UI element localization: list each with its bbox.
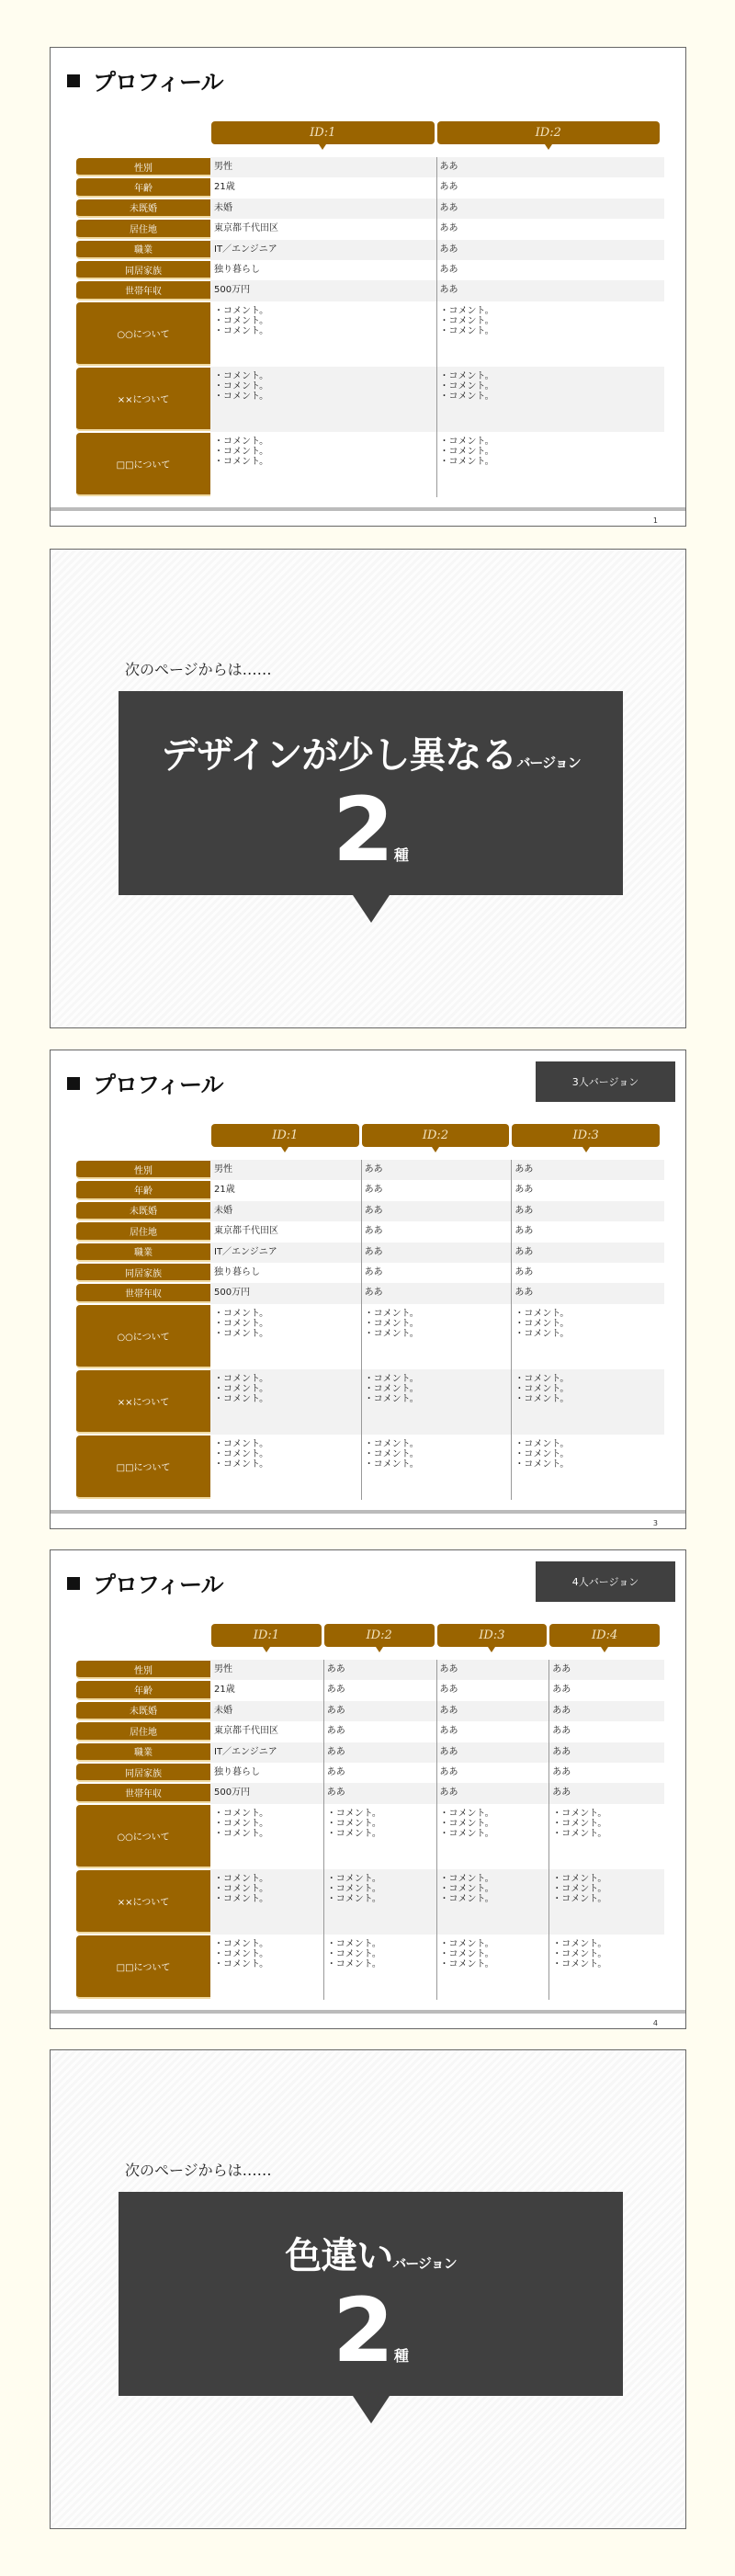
table-cell [511, 1369, 662, 1409]
table-cell: ああ [364, 1205, 383, 1216]
row-label: 年齢 [76, 1681, 210, 1699]
table-cell: ああ [439, 244, 458, 255]
comment-line: ・コメント。 [214, 1938, 269, 1949]
page-number: 4 [652, 2019, 658, 2027]
comment-line: ・コメント。 [214, 1818, 269, 1829]
table-row [76, 1721, 664, 1742]
page-title [67, 1067, 223, 1100]
comment-line: ・コメント。 [514, 1328, 570, 1339]
comment-line: ・コメント。 [214, 1828, 269, 1839]
table-cell [210, 1435, 361, 1474]
table-cell: ああ [364, 1164, 383, 1175]
table-row [76, 1160, 664, 1180]
table-row [76, 1243, 664, 1263]
table-cell [210, 367, 436, 406]
table-cell [548, 1935, 662, 1974]
table-cell: ああ [552, 1767, 571, 1777]
table-cell: ああ [514, 1267, 534, 1277]
table-cell: 21歳 [214, 1185, 235, 1196]
table-cell: ああ [439, 1767, 458, 1777]
table-cell [548, 1869, 662, 1909]
table-cell: ああ [552, 1685, 571, 1696]
row-label: 年齢 [76, 1181, 210, 1199]
table-row [76, 177, 664, 198]
table-cell [511, 1304, 662, 1344]
table-row [76, 199, 664, 219]
table-cell: ああ [326, 1726, 345, 1737]
table-cell: ああ [326, 1705, 345, 1716]
comment-line: ・コメント。 [439, 1948, 494, 1959]
column-divider [323, 1660, 324, 2000]
table-cell [436, 1935, 549, 1974]
comment-line: ・コメント。 [364, 1448, 419, 1459]
table-cell: 東京都千代田区 [214, 223, 278, 234]
square-bullet-icon [67, 74, 80, 87]
table-cell: ああ [439, 162, 458, 172]
table-cell: ああ [439, 1787, 458, 1799]
comment-line: ・コメント。 [552, 1958, 607, 1969]
row-label: ○○について [76, 1305, 210, 1368]
comment-line: ・コメント。 [439, 315, 494, 326]
table-cell: IT／エンジニア [214, 244, 277, 255]
table-cell: ああ [439, 202, 458, 213]
comment-line: ・コメント。 [364, 1308, 419, 1319]
table-row [76, 1180, 664, 1200]
comment-line: ・コメント。 [326, 1938, 381, 1949]
comment-line: ・コメント。 [214, 1373, 269, 1384]
footer-bar [51, 507, 685, 511]
table-cell: ああ [364, 1288, 383, 1299]
row-label: □□について [76, 433, 210, 496]
comment-line: ・コメント。 [214, 446, 269, 457]
row-label: 職業 [76, 241, 210, 259]
row-label: 性別 [76, 158, 210, 176]
headline-main: デザインが少し異なる [161, 734, 517, 777]
footer-bar [51, 1510, 685, 1514]
comment-line: ・コメント。 [514, 1383, 570, 1394]
comment-line: ・コメント。 [214, 315, 269, 326]
table-cell: ああ [439, 223, 458, 234]
callout-count [119, 2279, 623, 2402]
table-row [76, 1935, 664, 2000]
table-cell: ああ [552, 1746, 571, 1757]
row-label: ○○について [76, 1805, 210, 1868]
comment-line: ・コメント。 [214, 1328, 269, 1339]
comment-line: ・コメント。 [552, 1873, 607, 1884]
comment-line: ・コメント。 [439, 436, 494, 447]
table-row [76, 1201, 664, 1221]
table-cell [210, 301, 436, 341]
comment-line: ・コメント。 [214, 370, 269, 381]
square-bullet-icon [67, 1077, 80, 1090]
row-label: 未既婚 [76, 199, 210, 218]
comment-line: ・コメント。 [326, 1818, 381, 1829]
column-divider [511, 1160, 512, 1500]
comment-line: ・コメント。 [552, 1808, 607, 1819]
page-number: 3 [652, 1519, 658, 1527]
table-row [76, 301, 664, 367]
table-cell [210, 432, 436, 471]
table-row [76, 1283, 664, 1303]
table-row [76, 1304, 664, 1369]
comment-line: ・コメント。 [214, 391, 269, 402]
comment-line: ・コメント。 [439, 1873, 494, 1884]
comment-line: ・コメント。 [439, 305, 494, 316]
table-row [76, 1869, 664, 1935]
table-cell [511, 1435, 662, 1474]
comment-line: ・コメント。 [439, 1958, 494, 1969]
table-cell: 独り暮らし [214, 265, 260, 275]
row-label: 同居家族 [76, 261, 210, 279]
lead-text: 次のページからは…… [125, 661, 272, 678]
comment-line: ・コメント。 [552, 1948, 607, 1959]
count-unit: 種 [393, 2347, 409, 2365]
id-header: ID:3 [512, 1124, 660, 1147]
table-cell: ああ [514, 1164, 534, 1175]
comment-line: ・コメント。 [214, 1318, 269, 1329]
table-cell: 500万円 [214, 285, 251, 296]
callout-headline [119, 2227, 623, 2279]
headline-main: 色違い [285, 2235, 393, 2277]
comment-line: ・コメント。 [326, 1828, 381, 1839]
table-cell: ああ [326, 1767, 345, 1777]
comment-line: ・コメント。 [552, 1883, 607, 1894]
comment-line: ・コメント。 [514, 1308, 570, 1319]
table-row [76, 157, 664, 177]
table-cell: ああ [514, 1205, 534, 1216]
table-cell [210, 1869, 323, 1909]
table-row [76, 1680, 664, 1700]
comment-line: ・コメント。 [214, 1393, 269, 1404]
comment-line: ・コメント。 [514, 1318, 570, 1329]
title-text: プロフィール [93, 69, 223, 96]
row-label: 居住地 [76, 220, 210, 238]
comment-line: ・コメント。 [214, 305, 269, 316]
comment-line: ・コメント。 [439, 1883, 494, 1894]
table-cell: 21歳 [214, 182, 235, 193]
row-label: 未既婚 [76, 1702, 210, 1720]
page-title [67, 1567, 223, 1600]
table-row [76, 260, 664, 280]
table-cell: ああ [552, 1726, 571, 1737]
table-cell: ああ [439, 1705, 458, 1716]
comment-line: ・コメント。 [214, 1958, 269, 1969]
table-cell [323, 1869, 436, 1909]
table-row [76, 1783, 664, 1803]
comment-line: ・コメント。 [439, 1828, 494, 1839]
table-cell: 男性 [214, 1664, 232, 1674]
table-cell: ああ [439, 1685, 458, 1696]
row-label: 世帯年収 [76, 1284, 210, 1302]
table-cell: ああ [439, 285, 458, 296]
row-label: ××について [76, 368, 210, 431]
row-label: 未既婚 [76, 1202, 210, 1220]
comment-line: ・コメント。 [439, 370, 494, 381]
comment-line: ・コメント。 [214, 1893, 269, 1904]
table-cell [323, 1804, 436, 1844]
table-row [76, 1221, 664, 1242]
comment-line: ・コメント。 [214, 380, 269, 392]
comment-line: ・コメント。 [552, 1828, 607, 1839]
comment-line: ・コメント。 [364, 1318, 419, 1329]
table-cell: ああ [514, 1226, 534, 1237]
comment-line: ・コメント。 [514, 1448, 570, 1459]
version-badge: 4人バージョン [536, 1561, 675, 1602]
comment-line: ・コメント。 [214, 1438, 269, 1449]
table-row [76, 367, 664, 432]
lead-text: 次のページからは…… [125, 2162, 272, 2179]
comment-line: ・コメント。 [364, 1328, 419, 1339]
comment-line: ・コメント。 [214, 1383, 269, 1394]
comment-line: ・コメント。 [214, 1448, 269, 1459]
table-cell [436, 432, 662, 471]
table-row [76, 1701, 664, 1721]
comment-line: ・コメント。 [439, 325, 494, 336]
comment-line: ・コメント。 [439, 1938, 494, 1949]
id-header: ID:4 [549, 1624, 660, 1647]
comment-line: ・コメント。 [364, 1458, 419, 1470]
page-number: 1 [652, 516, 658, 525]
callout-box [119, 2192, 623, 2396]
table-cell: ああ [552, 1705, 571, 1716]
table-cell [361, 1369, 512, 1409]
comment-line: ・コメント。 [214, 1808, 269, 1819]
table-row [76, 432, 664, 497]
row-label: ××について [76, 1370, 210, 1434]
comment-line: ・コメント。 [214, 1883, 269, 1894]
table-cell: ああ [514, 1288, 534, 1299]
headline-suffix: バージョン [392, 2255, 457, 2272]
id-header: ID:1 [211, 121, 435, 144]
headline-suffix: バージョン [516, 755, 581, 771]
comment-line: ・コメント。 [326, 1808, 381, 1819]
callout-box [119, 691, 623, 895]
row-label: 性別 [76, 1661, 210, 1679]
comment-line: ・コメント。 [214, 1458, 269, 1470]
comment-line: ・コメント。 [439, 456, 494, 467]
comment-line: ・コメント。 [514, 1458, 570, 1470]
row-label: 年齢 [76, 178, 210, 197]
square-bullet-icon [67, 1577, 80, 1590]
comment-line: ・コメント。 [514, 1393, 570, 1404]
count-unit: 種 [393, 846, 409, 864]
slide-5 [50, 2049, 686, 2529]
table-cell: ああ [364, 1267, 383, 1277]
comment-line: ・コメント。 [214, 436, 269, 447]
callout-headline [119, 726, 623, 778]
table-cell [361, 1435, 512, 1474]
column-divider [436, 1660, 437, 2000]
id-header: ID:2 [437, 121, 661, 144]
count-number: 2 [333, 778, 394, 881]
table-cell: 21歳 [214, 1685, 235, 1696]
row-label: 居住地 [76, 1722, 210, 1741]
table-cell: 東京都千代田区 [214, 1226, 278, 1237]
comment-line: ・コメント。 [439, 1893, 494, 1904]
callout-count [119, 778, 623, 902]
comment-line: ・コメント。 [214, 456, 269, 467]
table-cell [210, 1935, 323, 1974]
table-cell: ああ [439, 1664, 458, 1674]
table-cell: ああ [364, 1185, 383, 1196]
table-cell [210, 1804, 323, 1844]
comment-line: ・コメント。 [326, 1958, 381, 1969]
footer-bar [51, 2010, 685, 2014]
id-header: ID:2 [362, 1124, 510, 1147]
table-cell [210, 1369, 361, 1409]
table-cell: ああ [552, 1664, 571, 1674]
table-row [76, 1660, 664, 1680]
table-row [76, 1804, 664, 1869]
title-text: プロフィール [93, 1572, 223, 1598]
row-label: ××について [76, 1870, 210, 1934]
table-row [76, 1763, 664, 1783]
table-row [76, 280, 664, 301]
table-row [76, 1742, 664, 1763]
comment-line: ・コメント。 [552, 1818, 607, 1829]
table-row [76, 240, 664, 260]
comment-line: ・コメント。 [439, 1808, 494, 1819]
comment-line: ・コメント。 [552, 1938, 607, 1949]
table-cell: 独り暮らし [214, 1767, 260, 1777]
comment-line: ・コメント。 [364, 1383, 419, 1394]
comment-line: ・コメント。 [439, 1818, 494, 1829]
row-label: 同居家族 [76, 1264, 210, 1282]
row-label: □□について [76, 1436, 210, 1499]
comment-line: ・コメント。 [364, 1373, 419, 1384]
table-cell: ああ [439, 265, 458, 275]
id-header: ID:2 [324, 1624, 435, 1647]
table-cell: ああ [439, 1726, 458, 1737]
slide-4 [50, 1549, 686, 2029]
column-divider [361, 1160, 362, 1500]
comment-line: ・コメント。 [214, 1948, 269, 1959]
comment-line: ・コメント。 [214, 1873, 269, 1884]
table-cell: ああ [326, 1746, 345, 1757]
table-cell [436, 367, 662, 406]
row-label: 居住地 [76, 1222, 210, 1241]
comment-line: ・コメント。 [326, 1948, 381, 1959]
row-label: ○○について [76, 302, 210, 366]
slide-3 [50, 1050, 686, 1529]
table-cell: 未婚 [214, 1205, 232, 1216]
table-cell: 未婚 [214, 1705, 232, 1716]
table-cell: ああ [364, 1226, 383, 1237]
table-row [76, 1435, 664, 1500]
table-cell: ああ [552, 1787, 571, 1799]
row-label: 職業 [76, 1743, 210, 1762]
table-cell: 独り暮らし [214, 1267, 260, 1277]
comment-line: ・コメント。 [326, 1893, 381, 1904]
table-cell: 500万円 [214, 1787, 251, 1799]
comment-line: ・コメント。 [439, 380, 494, 392]
comment-line: ・コメント。 [514, 1438, 570, 1449]
slide-1 [50, 47, 686, 527]
row-label: 職業 [76, 1243, 210, 1262]
id-header: ID:3 [437, 1624, 548, 1647]
table-cell: 男性 [214, 162, 232, 172]
table-cell: 未婚 [214, 202, 232, 213]
comment-line: ・コメント。 [364, 1393, 419, 1404]
table-cell: ああ [326, 1787, 345, 1799]
table-cell [436, 1804, 549, 1844]
comment-line: ・コメント。 [364, 1438, 419, 1449]
comment-line: ・コメント。 [214, 1308, 269, 1319]
table-cell: ああ [439, 182, 458, 193]
comment-line: ・コメント。 [439, 391, 494, 402]
column-divider [548, 1660, 549, 2000]
table-row [76, 1263, 664, 1283]
comment-line: ・コメント。 [326, 1873, 381, 1884]
table-cell: ああ [514, 1185, 534, 1196]
table-cell: 男性 [214, 1164, 232, 1175]
row-label: 世帯年収 [76, 281, 210, 300]
table-row [76, 1369, 664, 1435]
comment-line: ・コメント。 [439, 446, 494, 457]
row-label: 性別 [76, 1161, 210, 1179]
row-label: 同居家族 [76, 1764, 210, 1782]
version-badge: 3人バージョン [536, 1061, 675, 1102]
table-cell [323, 1935, 436, 1974]
table-cell [210, 1304, 361, 1344]
row-label: 世帯年収 [76, 1784, 210, 1802]
count-number: 2 [333, 2279, 394, 2382]
table-cell: IT／エンジニア [214, 1246, 277, 1257]
table-cell: ああ [439, 1746, 458, 1757]
table-cell [436, 1869, 549, 1909]
id-header: ID:1 [211, 1124, 359, 1147]
page-title [67, 64, 223, 97]
table-cell: ああ [364, 1246, 383, 1257]
table-cell: ああ [326, 1664, 345, 1674]
table-cell [436, 301, 662, 341]
comment-line: ・コメント。 [552, 1893, 607, 1904]
table-cell: ああ [326, 1685, 345, 1696]
id-header: ID:1 [211, 1624, 322, 1647]
table-cell: 500万円 [214, 1288, 251, 1299]
table-cell: ああ [514, 1246, 534, 1257]
comment-line: ・コメント。 [214, 325, 269, 336]
comment-line: ・コメント。 [326, 1883, 381, 1894]
table-cell [361, 1304, 512, 1344]
row-label: □□について [76, 1935, 210, 1999]
slide-2 [50, 549, 686, 1028]
comment-line: ・コメント。 [514, 1373, 570, 1384]
table-cell [548, 1804, 662, 1844]
column-divider [436, 157, 437, 497]
table-row [76, 219, 664, 239]
table-cell: IT／エンジニア [214, 1746, 277, 1757]
table-cell: 東京都千代田区 [214, 1726, 278, 1737]
title-text: プロフィール [93, 1072, 223, 1098]
